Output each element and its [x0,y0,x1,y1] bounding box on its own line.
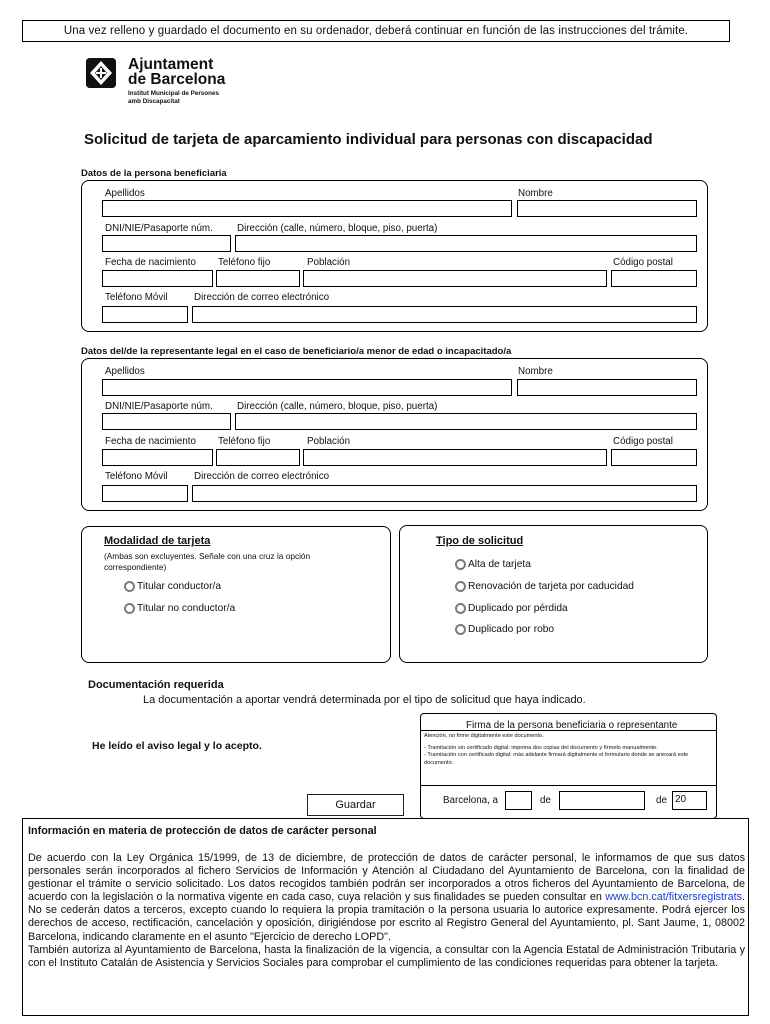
privacy-text: De acuerdo con la Ley Orgánica 15/1999, de 13 de diciembre, de protección de datos de carácter personal, le informamos de que sus datos personales serán incorporados al fichero Servicios de Información y Atención al Ciudadano del Ayuntamiento de Barcelona, con la finalidad de gestionar el trámite o servicio solicitado. Los datos recogidos también podrán ser incorporados a otros ficheros del Ayuntamiento de Barcelona, de acuerdo con la legislación o la normativa vigente en cada caso, cuya relación y sus finalidades se pueden consultar en [28,852,745,904]
beneficiary-mobile-field[interactable] [102,306,188,323]
phone-label: Teléfono fijo [218,436,271,447]
barcelona-shield-icon [86,58,116,88]
mobile-label: Teléfono Móvil [105,292,168,303]
of-label: de [656,795,667,806]
surname-label: Apellidos [105,188,145,199]
privacy-text: También autoriza al Ayuntamiento de Barcelona, hasta la finalización de la vigencia, a consultar con la Agencia Estatal de Administración Tributaria y con el Instituto Catalán de Asistencia y Servicios Sociales para comprobar el cumplimiento de las condiciones requeridas para obtener la tarjeta. [28,943,745,969]
beneficiary-heading: Datos de la persona beneficiaria [81,168,227,179]
representative-postal-field[interactable] [611,449,697,466]
phone-label: Teléfono fijo [218,257,271,268]
option-label: Renovación de tarjeta por caducidad [468,581,634,592]
representative-birth-field[interactable] [102,449,213,466]
representative-town-field[interactable] [303,449,607,466]
logo-subtitle: amb Discapacitat [128,98,180,105]
representative-surname-field[interactable] [102,379,512,396]
place-label: Barcelona, a [443,795,499,806]
signature-note: - Tramitación con certificado digital: más adelante firmará digitalmente el formulario donde se anexará este documento. [424,752,689,766]
name-label: Nombre [518,188,553,199]
logo-barcelona: de Barcelona [128,71,226,88]
instructions-notice: Una vez relleno y guardado el documento en su ordenador, deberá continuar en función de las instrucciones del trámite. [22,20,730,42]
request-type-title: Tipo de solicitud [436,535,524,547]
email-label: Dirección de correo electrónico [194,292,330,303]
town-label: Población [307,257,351,268]
day-field[interactable] [505,791,532,810]
logo-subtitle: Institut Municipal de Persones [128,90,219,97]
modality-note: (Ambas son excluyentes. Señale con una cruz la opción correspondiente) [104,551,311,572]
registry-link[interactable]: www.bcn.cat/fitxersregistrats [605,891,742,904]
representative-mobile-field[interactable] [102,485,188,502]
of-label: de [540,795,551,806]
month-field[interactable] [559,791,645,810]
representative-id-field[interactable] [102,413,231,430]
town-label: Población [307,436,351,447]
signature-note: - Tramitación sin certificado digital: imprima dos copias del documento y fírmelo manualmente. [424,744,658,751]
surname-label: Apellidos [105,366,145,377]
id-label: DNI/NIE/Pasaporte núm. [105,401,213,412]
radio-icon[interactable] [124,603,135,614]
radio-icon[interactable] [455,559,466,570]
beneficiary-address-field[interactable] [235,235,697,252]
beneficiary-surname-field[interactable] [102,200,512,217]
address-label: Dirección (calle, número, bloque, piso, puerta) [237,223,438,234]
option-label: Duplicado por pérdida [468,603,568,614]
privacy-text: . No se cederán datos a terceros, excepto cuando lo requiera la propia tramitación o la persona usuaria lo autorice expresamente. Podrá ejercer los derechos de acceso, rectificación, cancelación y oposición, dirigiéndose por escrito al Registro General del Ayuntamiento, pl. Sant Jaume, 1, 08002 Barcelona, indicando claramente en el asunto "Ejercicio de derecho LOPD". [28,891,745,943]
option-duplicado-perdida[interactable] [455,603,568,614]
representative-address-field[interactable] [235,413,697,430]
id-label: DNI/NIE/Pasaporte núm. [105,223,213,234]
option-label: Duplicado por robo [468,624,555,635]
legal-acknowledgement: He leído el aviso legal y lo acepto. [92,740,262,752]
logo-ajuntament: Ajuntament [128,56,214,73]
option-alta[interactable] [455,559,531,570]
postal-label: Código postal [613,436,673,447]
radio-icon[interactable] [455,603,466,614]
radio-icon[interactable] [455,624,466,635]
radio-icon[interactable] [124,581,135,592]
email-label: Dirección de correo electrónico [194,471,330,482]
save-button[interactable]: Guardar [307,794,404,816]
documentation-text: La documentación a aportar vendrá determinada por el tipo de solicitud que haya indicado. [143,694,586,706]
signature-attention: Atención, no firme digitalmente este documento. [424,733,544,739]
birth-label: Fecha de nacimiento [105,257,196,268]
representative-name-field[interactable] [517,379,697,396]
signature-area[interactable] [421,730,716,786]
option-duplicado-robo[interactable] [455,624,554,635]
beneficiary-id-field[interactable] [102,235,231,252]
representative-email-field[interactable] [192,485,697,502]
option-titular-no-conductor[interactable] [124,603,235,614]
address-label: Dirección (calle, número, bloque, piso, puerta) [237,401,438,412]
year-field[interactable]: 20 [672,791,707,810]
modality-title: Modalidad de tarjeta [104,535,211,547]
form-title: Solicitud de tarjeta de aparcamiento individual para personas con discapacidad [84,131,653,148]
option-label: Titular no conductor/a [137,603,236,614]
radio-icon[interactable] [455,581,466,592]
option-titular-conductor[interactable] [124,581,221,592]
name-label: Nombre [518,366,553,377]
privacy-title: Información en materia de protección de datos de carácter personal [28,825,377,837]
option-label: Titular conductor/a [137,581,221,592]
birth-label: Fecha de nacimiento [105,436,196,447]
documentation-title: Documentación requerida [88,679,224,691]
beneficiary-birth-field[interactable] [102,270,213,287]
representative-heading: Datos del/de la representante legal en el caso de beneficiario/a menor de edad o incapacitado/a [81,346,512,357]
postal-label: Código postal [613,257,673,268]
beneficiary-email-field[interactable] [192,306,697,323]
privacy-body [28,852,745,970]
beneficiary-town-field[interactable] [303,270,607,287]
beneficiary-postal-field[interactable] [611,270,697,287]
option-label: Alta de tarjeta [468,559,531,570]
representative-phone-field[interactable] [216,449,300,466]
option-renovacion[interactable] [455,581,634,592]
signature-title: Firma de la persona beneficiaria o representante [466,720,678,731]
mobile-label: Teléfono Móvil [105,471,168,482]
beneficiary-phone-field[interactable] [216,270,300,287]
beneficiary-name-field[interactable] [517,200,697,217]
